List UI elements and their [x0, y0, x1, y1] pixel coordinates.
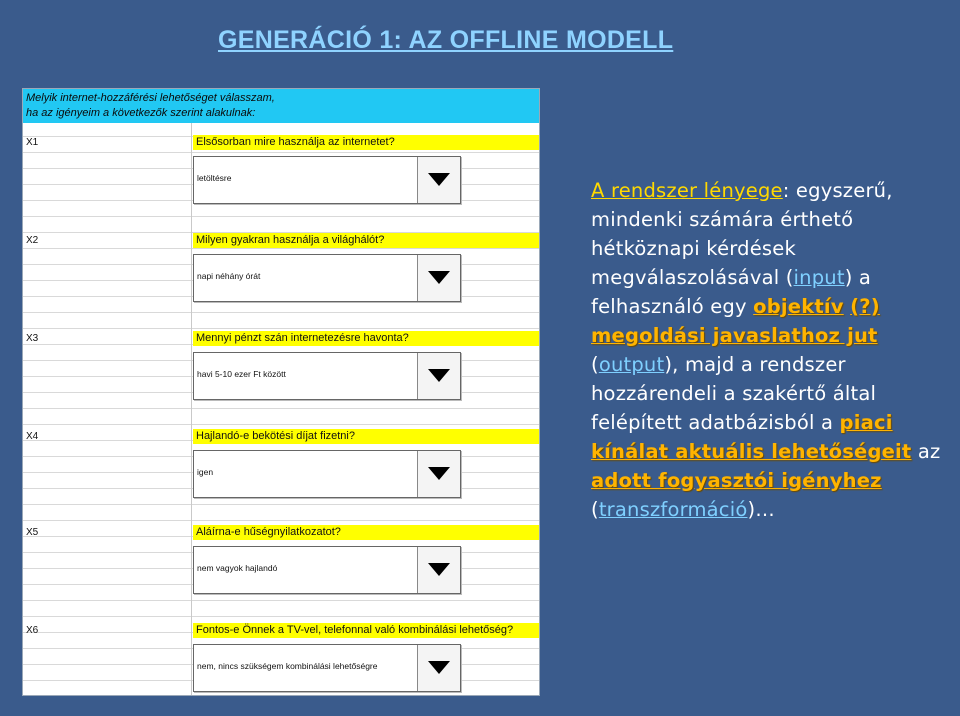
term-input: input [793, 266, 845, 289]
dropdown-arrow-button-x4[interactable] [417, 451, 460, 497]
form-header [23, 89, 539, 123]
emphasis-rendszer-lenyege: A rendszer lényege [591, 179, 783, 202]
question-x3: Mennyi pénzt szán internetezésre havonta? [193, 331, 539, 346]
answer-value-x1: letöltésre [197, 173, 232, 183]
text-segment: ) a felhasználó egy [591, 266, 872, 318]
answer-dropdown-x6[interactable] [193, 644, 461, 692]
chevron-down-icon [428, 369, 450, 383]
dropdown-arrow-button-x3[interactable] [417, 353, 460, 399]
text-segment: az [911, 440, 941, 463]
chevron-down-icon [428, 271, 450, 285]
text-segment: ( [591, 498, 599, 521]
answer-value-x5: nem vagyok hajlandó [197, 563, 278, 573]
term-transzformacio: transzformáció [598, 498, 748, 521]
text-segment: ), majd a rendszer hozzárendeli a szakértő által felépített adatbázisból a [591, 353, 877, 434]
term-question-mark: (?) [850, 295, 880, 318]
form-header-line-2: ha az igényeim a következők szerint alakulnak: [26, 107, 256, 119]
row-label-x1: X1 [26, 137, 39, 148]
chevron-down-icon [428, 661, 450, 675]
question-x2: Milyen gyakran használja a világhálót? [193, 233, 539, 248]
spreadsheet-form [22, 88, 540, 696]
text-segment: : egyszerű, mindenki számára érthető hétköznapi kérdések megválaszolásával ( [591, 179, 893, 289]
answer-value-x2: napi néhány órát [197, 271, 261, 281]
answer-dropdown-x1[interactable] [193, 156, 461, 204]
dropdown-arrow-button-x1[interactable] [417, 157, 460, 203]
question-x1: Elsősorban mire használja az internetet? [193, 135, 539, 150]
row-label-x5: X5 [26, 527, 39, 538]
chevron-down-icon [428, 173, 450, 187]
row-label-x6: X6 [26, 625, 39, 636]
row-label-x2: X2 [26, 235, 39, 246]
term-objektiv: objektív [753, 295, 844, 318]
term-adott-fogyasztoi-igeny: adott fogyasztói igényhez [591, 469, 882, 492]
answer-dropdown-x2[interactable] [193, 254, 461, 302]
term-output: output [598, 353, 665, 376]
chevron-down-icon [428, 563, 450, 577]
term-piaci-kinalat: piaci kínálat aktuális lehetőségeit [591, 411, 912, 463]
text-segment: ( [591, 353, 599, 376]
row-label-x4: X4 [26, 431, 39, 442]
question-x4: Hajlandó-e bekötési díjat fizetni? [193, 429, 539, 444]
answer-value-x3: havi 5-10 ezer Ft között [197, 369, 286, 379]
term-megoldasi-javaslat: megoldási javaslathoz jut [591, 324, 878, 347]
dropdown-arrow-button-x6[interactable] [417, 645, 460, 691]
text-segment: )… [747, 498, 775, 521]
answer-value-x6: nem, nincs szükségem kombinálási lehetőségre [197, 661, 378, 671]
slide-title: GENERÁCIÓ 1: AZ OFFLINE MODELL [218, 26, 674, 54]
row-label-x3: X3 [26, 333, 39, 344]
dropdown-arrow-button-x2[interactable] [417, 255, 460, 301]
dropdown-arrow-button-x5[interactable] [417, 547, 460, 593]
answer-dropdown-x3[interactable] [193, 352, 461, 400]
description-text [591, 176, 951, 524]
answer-dropdown-x5[interactable] [193, 546, 461, 594]
answer-value-x4: igen [197, 467, 214, 477]
chevron-down-icon [428, 467, 450, 481]
answer-dropdown-x4[interactable] [193, 450, 461, 498]
question-x5: Aláírna-e hűségnyilatkozatot? [193, 525, 539, 540]
question-x6: Fontos-e Önnek a TV-vel, telefonnal való kombinálási lehetőség? [193, 623, 539, 638]
form-header-line-1: Melyik internet-hozzáférési lehetőséget válasszam, [26, 92, 275, 104]
